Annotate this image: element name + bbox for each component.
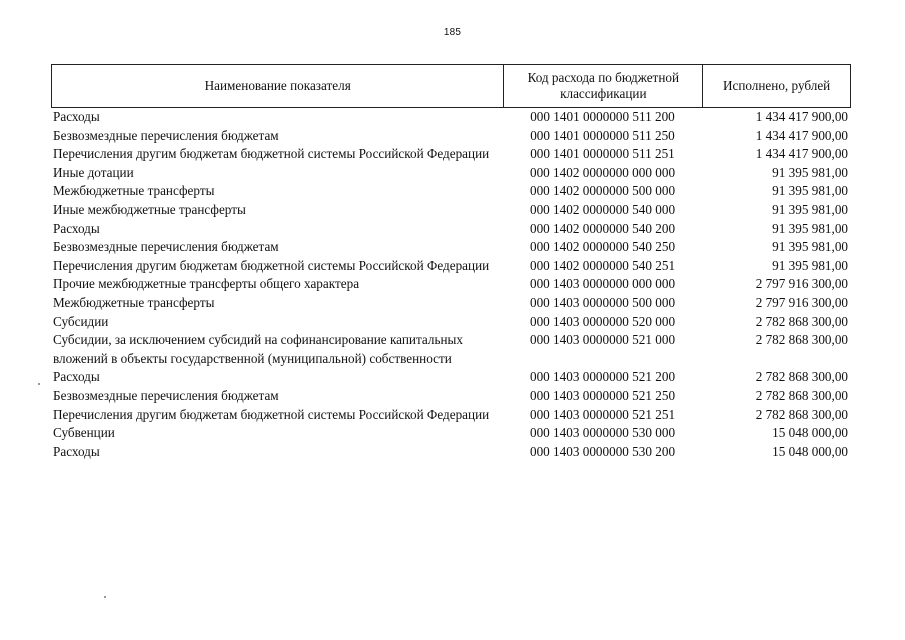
row-amount-cell: 1 434 417 900,00	[755, 127, 848, 143]
row-code-cell: 000 1402 0000000 540 250	[529, 239, 676, 255]
table-row	[51, 127, 849, 146]
row-code-cell: 000 1403 0000000 530 200	[529, 443, 676, 459]
row-code-cell: 000 1402 0000000 540 200	[529, 220, 676, 236]
row-amount-cell: 2 782 868 300,00	[755, 387, 848, 403]
row-name-cell: Перечисления другим бюджетам бюджетной системы Российской Федерации	[53, 406, 490, 422]
row-code-cell: 000 1401 0000000 511 250	[530, 127, 675, 143]
table-row	[51, 313, 849, 332]
row-amount-cell: 91 395 981,00	[772, 220, 848, 236]
row-name-cell: Иные межбюджетные трансферты	[53, 201, 246, 217]
table-row	[51, 424, 849, 443]
row-amount-cell: 2 782 868 300,00	[755, 406, 848, 422]
row-amount-cell: 2 782 868 300,00	[755, 369, 848, 385]
table-row	[51, 294, 849, 313]
row-amount-cell: 91 395 981,00	[772, 164, 848, 180]
table-row	[51, 238, 849, 257]
table-row	[51, 220, 849, 239]
row-amount-cell: 1 434 417 900,00	[755, 109, 848, 124]
table-header	[51, 64, 851, 108]
row-name-cell: Безвозмездные перечисления бюджетам	[53, 387, 279, 403]
table-row	[51, 145, 849, 164]
row-name-cell: Безвозмездные перечисления бюджетам	[53, 127, 279, 143]
row-code-cell: 000 1402 0000000 540 000	[529, 201, 676, 217]
row-amount-cell: 2 782 868 300,00	[755, 332, 848, 348]
table-row	[51, 164, 849, 183]
row-code-cell: 000 1403 0000000 521 200	[529, 369, 676, 385]
row-name-cell: Перечисления другим бюджетам бюджетной системы Российской Федерации	[53, 257, 490, 273]
table-row	[51, 108, 849, 127]
row-amount-cell: 2 797 916 300,00	[755, 294, 848, 310]
row-code-cell: 000 1403 0000000 530 000	[529, 425, 676, 441]
row-name-cell: Субвенции	[53, 425, 115, 441]
table-row	[51, 406, 849, 425]
table-row	[51, 182, 849, 201]
row-code-cell: 000 1403 0000000 500 000	[529, 294, 676, 310]
row-name-cell: Безвозмездные перечисления бюджетам	[53, 239, 279, 255]
row-name-cell: Расходы	[53, 369, 100, 385]
row-name-cell: Расходы	[53, 109, 100, 124]
table-row	[51, 368, 849, 387]
row-code-cell: 000 1402 0000000 000 000	[529, 164, 676, 180]
row-code-cell: 000 1403 0000000 521 251	[529, 406, 676, 422]
table-row	[51, 443, 849, 462]
table-row	[51, 257, 849, 276]
table-row	[51, 387, 849, 406]
row-amount-cell: 91 395 981,00	[772, 183, 848, 199]
row-name-cell: Перечисления другим бюджетам бюджетной системы Российской Федерации	[53, 146, 490, 162]
row-amount-cell: 91 395 981,00	[772, 257, 848, 273]
row-name-cell: Прочие межбюджетные трансферты общего характера	[53, 276, 360, 292]
row-code-cell: 000 1403 0000000 521 250	[529, 387, 676, 403]
row-amount-cell: 2 797 916 300,00	[755, 276, 848, 292]
table-row	[51, 275, 849, 294]
row-code-cell: 000 1401 0000000 511 200	[530, 109, 675, 124]
column-header-name: Наименование показателя	[52, 65, 504, 107]
row-name-cell: Иные дотации	[53, 164, 134, 180]
table-row	[51, 201, 849, 220]
row-code-cell: 000 1402 0000000 540 251	[529, 257, 676, 273]
scan-speck	[104, 596, 106, 598]
scan-speck	[38, 383, 40, 385]
row-amount-cell: 15 048 000,00	[772, 425, 848, 441]
row-name-cell: Межбюджетные трансферты	[53, 294, 215, 310]
table-body	[51, 108, 849, 461]
row-name-cell: Расходы	[53, 443, 100, 459]
page-number: 185	[443, 27, 462, 38]
row-amount-cell: 2 782 868 300,00	[755, 313, 848, 329]
column-header-code: Код расхода по бюджетной классификации	[504, 65, 703, 107]
row-name-cell: Межбюджетные трансферты	[53, 183, 215, 199]
column-header-executed: Исполнено, рублей	[722, 78, 831, 93]
row-code-cell: 000 1403 0000000 520 000	[529, 313, 676, 329]
row-amount-cell: 1 434 417 900,00	[755, 146, 848, 162]
row-code-cell: 000 1401 0000000 511 251	[530, 146, 675, 162]
row-amount-cell: 91 395 981,00	[772, 239, 848, 255]
row-name-cell: Расходы	[53, 220, 100, 236]
row-amount-cell: 15 048 000,00	[772, 443, 848, 459]
row-amount-cell: 91 395 981,00	[772, 201, 848, 217]
table-row	[51, 331, 849, 368]
row-code-cell: 000 1402 0000000 500 000	[529, 183, 676, 199]
row-code-cell: 000 1403 0000000 521 000	[529, 332, 676, 348]
row-name-cell: Субсидии, за исключением субсидий на софинансирование капитальных вложений в объекты государственной (муниципальной) собственности	[53, 332, 463, 366]
row-code-cell: 000 1403 0000000 000 000	[529, 276, 676, 292]
row-name-cell: Субсидии	[53, 313, 109, 329]
